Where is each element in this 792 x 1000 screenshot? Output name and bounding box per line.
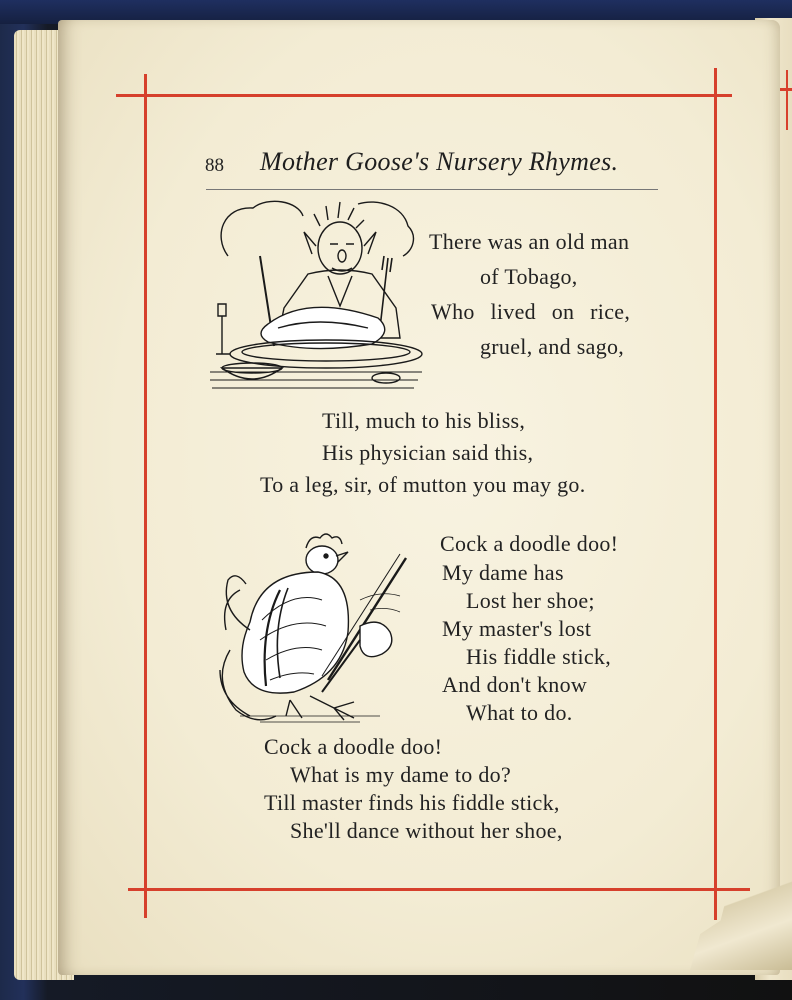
rooster-with-fiddle-illustration — [210, 530, 410, 726]
page-title: Mother Goose's Nursery Rhymes. — [260, 147, 619, 176]
rhyme1-line-4: gruel, and sago, — [480, 334, 625, 359]
rhyme1-line-1: There was an old man — [429, 229, 630, 254]
rhyme2-line-4: My master's lost — [442, 616, 592, 641]
rhyme2-line-2: My dame has — [442, 560, 564, 585]
rhyme2-line-8: Cock a doodle doo! — [264, 734, 443, 759]
rhyme2-line-1: Cock a doodle doo! — [440, 531, 619, 556]
rhyme2-line-3: Lost her shoe; — [466, 588, 595, 613]
rhyme2-line-9: What is my dame to do? — [290, 762, 512, 787]
rhyme2-line-7: What to do. — [466, 700, 573, 725]
old-man-dining-illustration — [208, 196, 423, 398]
rhyme1-line-2: of Tobago, — [480, 264, 578, 289]
page-number: 88 — [205, 155, 224, 176]
rhyme2-line-10: Till master finds his fiddle stick, — [264, 790, 560, 815]
rhyme1-line-7: To a leg, sir, of mutton you may go. — [260, 472, 586, 497]
rhyme2-line-5: His fiddle stick, — [466, 644, 612, 669]
rhyme1-line-5: Till, much to his bliss, — [322, 408, 526, 433]
border-rule-top — [116, 94, 732, 97]
border-rule-left — [144, 74, 147, 918]
rhyme2-line-6: And don't know — [442, 672, 588, 697]
border-rule-bottom — [128, 888, 750, 891]
rhyme2-line-11: She'll dance without her shoe, — [290, 818, 563, 843]
header-divider — [206, 189, 658, 190]
rhyme1-line-6: His physician said this, — [322, 440, 534, 465]
border-rule-right — [714, 68, 717, 920]
rhyme1-line-3: Who lived on rice, — [431, 299, 631, 324]
facing-page-vrule — [786, 70, 788, 130]
